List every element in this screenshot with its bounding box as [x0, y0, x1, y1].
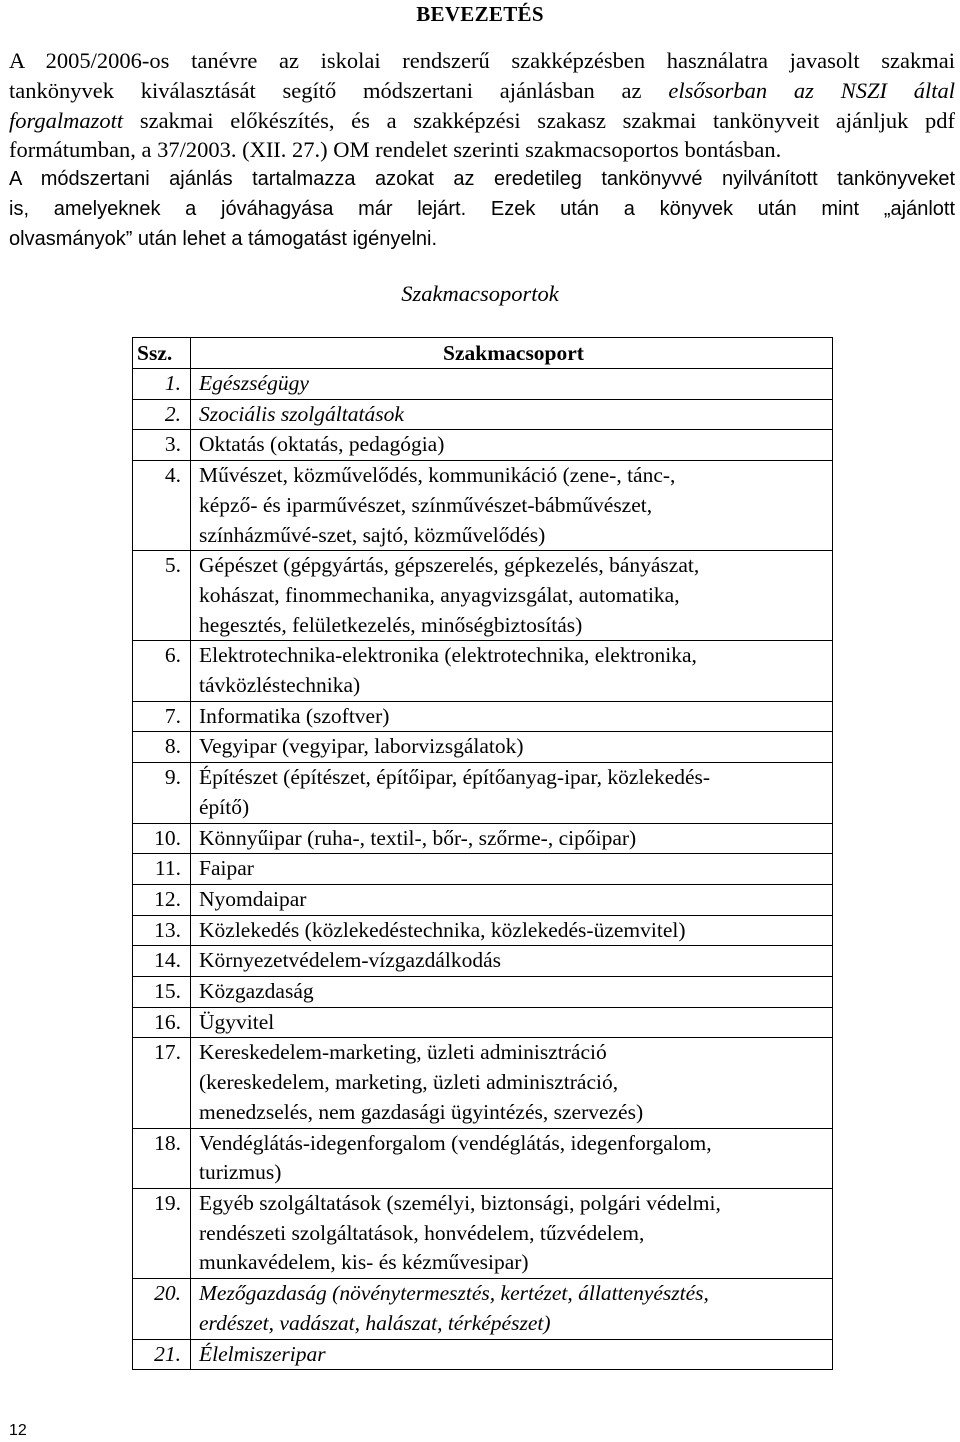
intro-line: A 2005/2006-os tanévre az iskolai rendszerű szakképzésben használatra javasolt szakmai [9, 48, 955, 73]
row-number: 12. [133, 884, 191, 915]
row-number: 4. [133, 461, 191, 551]
row-number: 18. [133, 1128, 191, 1188]
intro-line [9, 76, 955, 106]
row-group-line: színházművé-szet, sajtó, közművelődés) [199, 522, 546, 547]
table-row [133, 1188, 833, 1278]
intro-emphasis: forgalmazott [9, 107, 124, 133]
row-number: 13. [133, 915, 191, 946]
row-group-name: Oktatás (oktatás, pedagógia) [191, 430, 833, 461]
table-row [133, 823, 833, 854]
intro-paragraph [9, 46, 955, 255]
row-group-name [191, 1279, 833, 1339]
row-number: 5. [133, 551, 191, 641]
row-group-name [191, 763, 833, 823]
intro-line: olvasmányok” után lehet a támogatást igényelni. [9, 227, 438, 250]
row-group-line: hegesztés, felületkezelés, minőségbiztosítás) [199, 612, 583, 637]
row-group-name: Közlekedés (közlekedéstechnika, közlekedés-üzemvitel) [191, 915, 833, 946]
table-row [133, 701, 833, 732]
row-group-line: (kereskedelem, marketing, üzleti adminisztráció, [199, 1070, 619, 1095]
table-row [133, 732, 833, 763]
row-group-line: menedzselés, nem gazdasági ügyintézés, szervezés) [199, 1099, 644, 1124]
row-group-line: képző- és iparművészet, színművészet-bábművészet, [199, 492, 653, 517]
row-group-name [191, 551, 833, 641]
row-number: 16. [133, 1007, 191, 1038]
row-group-line: Elektrotechnika-elektronika (elektrotechnika, elektronika, [199, 643, 697, 668]
row-number: 14. [133, 946, 191, 977]
table-row [133, 641, 833, 701]
row-group-name: Nyomdaipar [191, 884, 833, 915]
row-group-name: Informatika (szoftver) [191, 701, 833, 732]
row-group-name: Vegyipar (vegyipar, laborvizsgálatok) [191, 732, 833, 763]
row-group-line: Mezőgazdaság (növénytermesztés, kertézet, állattenyésztés, [199, 1281, 709, 1306]
table-row [133, 1007, 833, 1038]
row-group-name [191, 1038, 833, 1128]
row-group-line: kohászat, finommechanika, anyagvizsgálat, automatika, [199, 582, 680, 607]
row-number: 3. [133, 430, 191, 461]
row-group-line: turizmus) [199, 1160, 282, 1185]
row-group-line: távközléstechnika) [199, 673, 361, 698]
row-number: 9. [133, 763, 191, 823]
table-row [133, 399, 833, 430]
intro-line: A módszertani ajánlás tartalmazza azokat az eredetileg tankönyvvé nyilvánított tankönyveket [9, 168, 955, 191]
intro-line: formátumban, a 37/2003. (XII. 27.) OM rendelet szerinti szakmacsoportos bontásban. [9, 137, 782, 163]
table-row [133, 763, 833, 823]
table-row [133, 915, 833, 946]
intro-line: is, amelyeknek a jóváhagyása már lejárt. Ezek után a könyvek után mint „ajánlott [9, 197, 955, 220]
table-row [133, 551, 833, 641]
table-row [133, 461, 833, 551]
table-row [133, 1279, 833, 1339]
row-number: 10. [133, 823, 191, 854]
table-row [133, 430, 833, 461]
row-number: 6. [133, 641, 191, 701]
section-subheading: Szakmacsoportok [401, 281, 559, 306]
intro-text: tankönyvek kiválasztását segítő módszertani ajánlásban az [9, 77, 669, 103]
row-number: 19. [133, 1188, 191, 1278]
table-row [133, 369, 833, 400]
row-group-line: rendészeti szolgáltatások, honvédelem, tűzvédelem, [199, 1220, 645, 1245]
table-row [133, 854, 833, 885]
page-heading: BEVEZETÉS [416, 2, 544, 26]
row-number: 11. [133, 854, 191, 885]
row-group-name: Ügyvitel [191, 1007, 833, 1038]
table-row [133, 977, 833, 1008]
row-group-name [191, 461, 833, 551]
row-group-line: Művészet, közművelődés, kommunikáció (zene-, tánc-, [199, 463, 676, 488]
table-row [133, 1339, 833, 1370]
table-row [133, 884, 833, 915]
row-group-name: Közgazdaság [191, 977, 833, 1008]
row-number: 15. [133, 977, 191, 1008]
table-row [133, 1128, 833, 1188]
row-number: 17. [133, 1038, 191, 1128]
table-row [133, 1038, 833, 1128]
row-group-name [191, 1128, 833, 1188]
row-number: 2. [133, 399, 191, 430]
column-header-group: Szakmacsoport [191, 338, 833, 369]
row-group-line: Építészet (építészet, építőipar, építőanyag-ipar, közlekedés- [199, 765, 711, 790]
row-group-name: Élelmiszeripar [191, 1339, 833, 1370]
row-group-line: Kereskedelem-marketing, üzleti adminisztráció [199, 1040, 607, 1065]
vocational-groups-table [132, 337, 833, 1370]
row-group-name: Könnyűipar (ruha-, textil-, bőr-, szőrme-, cipőipar) [191, 823, 833, 854]
column-header-number: Ssz. [133, 338, 191, 369]
page-number: 12 [9, 1422, 27, 1439]
row-group-line: építő) [199, 794, 250, 819]
row-number: 1. [133, 369, 191, 400]
row-number: 20. [133, 1279, 191, 1339]
row-group-line: Egyéb szolgáltatások (személyi, biztonsági, polgári védelmi, [199, 1190, 721, 1215]
row-group-name: Szociális szolgáltatások [191, 399, 833, 430]
row-group-name [191, 641, 833, 701]
row-group-name: Faipar [191, 854, 833, 885]
row-group-line: erdészet, vadászat, halászat, térképészet) [199, 1310, 551, 1335]
intro-line [9, 106, 955, 136]
table-header-row [133, 338, 833, 369]
table-row [133, 946, 833, 977]
row-group-line: Gépészet (gépgyártás, gépszerelés, gépkezelés, bányászat, [199, 553, 700, 578]
intro-emphasis: elsősorban az NSZI által [668, 77, 956, 103]
row-group-name: Egészségügy [191, 369, 833, 400]
row-number: 7. [133, 701, 191, 732]
row-group-line: Vendéglátás-idegenforgalom (vendéglátás, idegenforgalom, [199, 1130, 712, 1155]
row-group-name [191, 1188, 833, 1278]
row-number: 21. [133, 1339, 191, 1370]
row-group-line: munkavédelem, kis- és kézművesipar) [199, 1250, 529, 1275]
row-group-name: Környezetvédelem-vízgazdálkodás [191, 946, 833, 977]
intro-text: szakmai előkészítés, és a szakképzési szakasz szakmai tankönyveit ajánljuk pdf [123, 107, 955, 133]
row-number: 8. [133, 732, 191, 763]
